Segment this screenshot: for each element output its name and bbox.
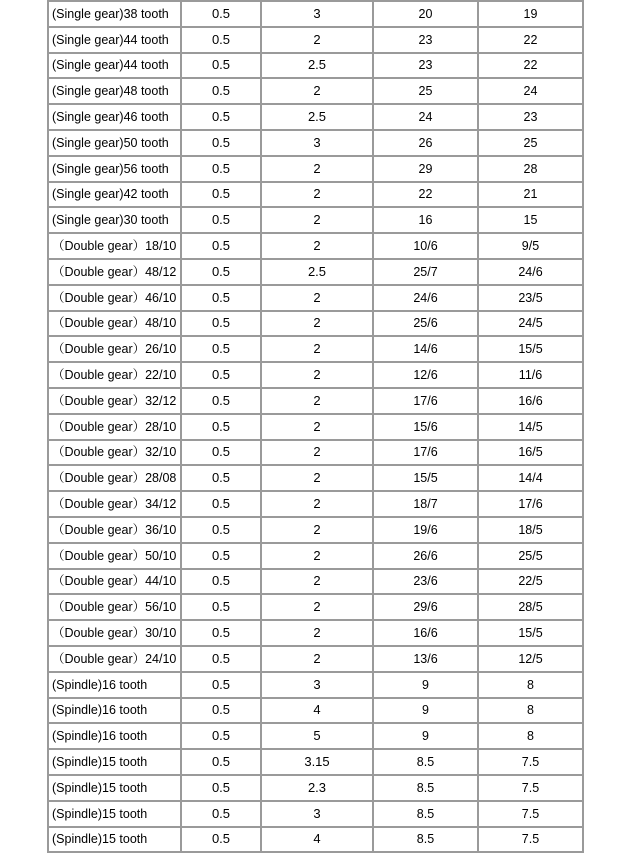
value-a-cell: 2 <box>261 465 373 491</box>
gear-type-cell: (Spindle)15 tooth <box>48 749 181 775</box>
modulus-cell: 0.5 <box>181 27 261 53</box>
modulus-cell: 0.5 <box>181 362 261 388</box>
modulus-cell: 0.5 <box>181 53 261 79</box>
value-b-cell: 20 <box>373 1 478 27</box>
value-b-cell: 19/6 <box>373 517 478 543</box>
value-c-cell: 21 <box>478 182 583 208</box>
modulus-cell: 0.5 <box>181 414 261 440</box>
modulus-cell: 0.5 <box>181 594 261 620</box>
value-a-cell: 2 <box>261 336 373 362</box>
value-b-cell: 18/7 <box>373 491 478 517</box>
gear-type-cell: （Double gear）28/10 <box>48 414 181 440</box>
modulus-cell: 0.5 <box>181 517 261 543</box>
value-a-cell: 5 <box>261 723 373 749</box>
value-c-cell: 9/5 <box>478 233 583 259</box>
gear-type-cell: (Spindle)16 tooth <box>48 698 181 724</box>
value-c-cell: 7.5 <box>478 749 583 775</box>
modulus-cell: 0.5 <box>181 620 261 646</box>
modulus-cell: 0.5 <box>181 491 261 517</box>
modulus-cell: 0.5 <box>181 182 261 208</box>
table-row <box>48 311 583 337</box>
gear-type-cell: (Single gear)48 tooth <box>48 78 181 104</box>
value-a-cell: 2 <box>261 594 373 620</box>
gear-type-cell: （Double gear）36/10 <box>48 517 181 543</box>
value-b-cell: 17/6 <box>373 388 478 414</box>
value-c-cell: 24/5 <box>478 311 583 337</box>
gear-type-cell: （Double gear）50/10 <box>48 543 181 569</box>
table-row <box>48 130 583 156</box>
value-b-cell: 26 <box>373 130 478 156</box>
modulus-cell: 0.5 <box>181 465 261 491</box>
value-c-cell: 8 <box>478 672 583 698</box>
value-a-cell: 2 <box>261 491 373 517</box>
gear-type-cell: （Double gear）30/10 <box>48 620 181 646</box>
value-b-cell: 26/6 <box>373 543 478 569</box>
gear-type-cell: (Single gear)38 tooth <box>48 1 181 27</box>
table-row <box>48 646 583 672</box>
table-row <box>48 569 583 595</box>
value-c-cell: 28/5 <box>478 594 583 620</box>
value-a-cell: 2 <box>261 646 373 672</box>
value-a-cell: 2.5 <box>261 259 373 285</box>
value-a-cell: 2 <box>261 543 373 569</box>
value-b-cell: 24 <box>373 104 478 130</box>
table-row <box>48 388 583 414</box>
table-row <box>48 620 583 646</box>
gear-type-cell: (Single gear)42 tooth <box>48 182 181 208</box>
table-row <box>48 414 583 440</box>
value-b-cell: 13/6 <box>373 646 478 672</box>
value-b-cell: 16/6 <box>373 620 478 646</box>
modulus-cell: 0.5 <box>181 723 261 749</box>
table-row <box>48 672 583 698</box>
value-c-cell: 22 <box>478 53 583 79</box>
value-c-cell: 23/5 <box>478 285 583 311</box>
value-b-cell: 23 <box>373 27 478 53</box>
modulus-cell: 0.5 <box>181 543 261 569</box>
value-c-cell: 24/6 <box>478 259 583 285</box>
gear-type-cell: (Spindle)15 tooth <box>48 827 181 853</box>
modulus-cell: 0.5 <box>181 801 261 827</box>
value-a-cell: 2 <box>261 285 373 311</box>
value-a-cell: 2 <box>261 182 373 208</box>
value-a-cell: 3 <box>261 672 373 698</box>
modulus-cell: 0.5 <box>181 698 261 724</box>
value-c-cell: 22 <box>478 27 583 53</box>
value-b-cell: 8.5 <box>373 749 478 775</box>
value-c-cell: 17/6 <box>478 491 583 517</box>
gear-type-cell: (Single gear)50 tooth <box>48 130 181 156</box>
modulus-cell: 0.5 <box>181 78 261 104</box>
value-a-cell: 2 <box>261 78 373 104</box>
modulus-cell: 0.5 <box>181 259 261 285</box>
value-a-cell: 2 <box>261 207 373 233</box>
value-c-cell: 16/5 <box>478 440 583 466</box>
value-a-cell: 2 <box>261 388 373 414</box>
table-row <box>48 182 583 208</box>
value-c-cell: 8 <box>478 723 583 749</box>
value-a-cell: 2 <box>261 620 373 646</box>
value-b-cell: 8.5 <box>373 801 478 827</box>
table-row <box>48 723 583 749</box>
gear-type-cell: （Double gear）48/12 <box>48 259 181 285</box>
value-b-cell: 14/6 <box>373 336 478 362</box>
modulus-cell: 0.5 <box>181 646 261 672</box>
gear-type-cell: (Single gear)46 tooth <box>48 104 181 130</box>
gear-type-cell: (Spindle)16 tooth <box>48 672 181 698</box>
table-row <box>48 27 583 53</box>
modulus-cell: 0.5 <box>181 104 261 130</box>
value-a-cell: 3 <box>261 130 373 156</box>
table-row <box>48 465 583 491</box>
value-a-cell: 3 <box>261 801 373 827</box>
value-a-cell: 2.3 <box>261 775 373 801</box>
value-b-cell: 10/6 <box>373 233 478 259</box>
gear-type-cell: （Double gear）48/10 <box>48 311 181 337</box>
table-row <box>48 336 583 362</box>
table-row <box>48 543 583 569</box>
value-c-cell: 18/5 <box>478 517 583 543</box>
gear-type-cell: (Single gear)56 tooth <box>48 156 181 182</box>
gear-type-cell: （Double gear）18/10 <box>48 233 181 259</box>
value-b-cell: 17/6 <box>373 440 478 466</box>
table-row <box>48 698 583 724</box>
modulus-cell: 0.5 <box>181 233 261 259</box>
table-row <box>48 78 583 104</box>
value-c-cell: 23 <box>478 104 583 130</box>
value-b-cell: 9 <box>373 698 478 724</box>
modulus-cell: 0.5 <box>181 440 261 466</box>
value-b-cell: 25/6 <box>373 311 478 337</box>
value-c-cell: 7.5 <box>478 827 583 853</box>
value-b-cell: 16 <box>373 207 478 233</box>
table-row <box>48 53 583 79</box>
value-b-cell: 22 <box>373 182 478 208</box>
value-c-cell: 14/4 <box>478 465 583 491</box>
value-c-cell: 15/5 <box>478 336 583 362</box>
value-c-cell: 24 <box>478 78 583 104</box>
value-c-cell: 25/5 <box>478 543 583 569</box>
value-b-cell: 15/6 <box>373 414 478 440</box>
modulus-cell: 0.5 <box>181 388 261 414</box>
gear-type-cell: (Spindle)16 tooth <box>48 723 181 749</box>
value-c-cell: 11/6 <box>478 362 583 388</box>
gear-type-cell: （Double gear）46/10 <box>48 285 181 311</box>
value-a-cell: 2 <box>261 517 373 543</box>
table-row <box>48 362 583 388</box>
gear-type-cell: （Double gear）24/10 <box>48 646 181 672</box>
table-row <box>48 594 583 620</box>
value-b-cell: 8.5 <box>373 775 478 801</box>
value-c-cell: 7.5 <box>478 775 583 801</box>
modulus-cell: 0.5 <box>181 285 261 311</box>
table-row <box>48 801 583 827</box>
table-row <box>48 156 583 182</box>
value-b-cell: 24/6 <box>373 285 478 311</box>
value-a-cell: 2 <box>261 362 373 388</box>
value-c-cell: 28 <box>478 156 583 182</box>
gear-type-cell: （Double gear）32/12 <box>48 388 181 414</box>
value-a-cell: 2.5 <box>261 53 373 79</box>
value-b-cell: 9 <box>373 723 478 749</box>
modulus-cell: 0.5 <box>181 311 261 337</box>
value-b-cell: 29/6 <box>373 594 478 620</box>
modulus-cell: 0.5 <box>181 775 261 801</box>
modulus-cell: 0.5 <box>181 207 261 233</box>
value-a-cell: 2 <box>261 569 373 595</box>
table-row <box>48 233 583 259</box>
gear-type-cell: （Double gear）32/10 <box>48 440 181 466</box>
table-row <box>48 1 583 27</box>
value-c-cell: 16/6 <box>478 388 583 414</box>
value-c-cell: 22/5 <box>478 569 583 595</box>
value-b-cell: 23/6 <box>373 569 478 595</box>
modulus-cell: 0.5 <box>181 827 261 853</box>
value-b-cell: 8.5 <box>373 827 478 853</box>
table-row <box>48 207 583 233</box>
value-a-cell: 2 <box>261 414 373 440</box>
gear-type-cell: （Double gear）26/10 <box>48 336 181 362</box>
value-c-cell: 25 <box>478 130 583 156</box>
value-c-cell: 15/5 <box>478 620 583 646</box>
value-a-cell: 2 <box>261 27 373 53</box>
modulus-cell: 0.5 <box>181 1 261 27</box>
gear-type-cell: (Spindle)15 tooth <box>48 775 181 801</box>
gear-table-body <box>48 1 583 852</box>
modulus-cell: 0.5 <box>181 130 261 156</box>
gear-type-cell: （Double gear）44/10 <box>48 569 181 595</box>
modulus-cell: 0.5 <box>181 336 261 362</box>
value-b-cell: 9 <box>373 672 478 698</box>
value-b-cell: 29 <box>373 156 478 182</box>
table-row <box>48 440 583 466</box>
table-row <box>48 104 583 130</box>
value-a-cell: 2.5 <box>261 104 373 130</box>
modulus-cell: 0.5 <box>181 156 261 182</box>
table-row <box>48 285 583 311</box>
table-row <box>48 775 583 801</box>
table-row <box>48 491 583 517</box>
gear-type-cell: （Double gear）56/10 <box>48 594 181 620</box>
value-b-cell: 15/5 <box>373 465 478 491</box>
modulus-cell: 0.5 <box>181 749 261 775</box>
value-a-cell: 2 <box>261 440 373 466</box>
value-c-cell: 7.5 <box>478 801 583 827</box>
table-row <box>48 749 583 775</box>
value-a-cell: 3 <box>261 1 373 27</box>
table-row <box>48 259 583 285</box>
value-c-cell: 19 <box>478 1 583 27</box>
value-b-cell: 23 <box>373 53 478 79</box>
value-c-cell: 12/5 <box>478 646 583 672</box>
gear-specification-table <box>47 0 584 853</box>
gear-type-cell: （Double gear）28/08 <box>48 465 181 491</box>
value-a-cell: 2 <box>261 233 373 259</box>
value-a-cell: 3.15 <box>261 749 373 775</box>
gear-type-cell: (Spindle)15 tooth <box>48 801 181 827</box>
value-b-cell: 25 <box>373 78 478 104</box>
modulus-cell: 0.5 <box>181 569 261 595</box>
gear-type-cell: （Double gear）22/10 <box>48 362 181 388</box>
gear-type-cell: (Single gear)44 tooth <box>48 27 181 53</box>
value-a-cell: 4 <box>261 698 373 724</box>
value-a-cell: 2 <box>261 311 373 337</box>
value-a-cell: 4 <box>261 827 373 853</box>
table-row <box>48 827 583 853</box>
gear-type-cell: (Single gear)30 tooth <box>48 207 181 233</box>
value-b-cell: 12/6 <box>373 362 478 388</box>
value-c-cell: 15 <box>478 207 583 233</box>
gear-type-cell: （Double gear）34/12 <box>48 491 181 517</box>
gear-type-cell: (Single gear)44 tooth <box>48 53 181 79</box>
table-row <box>48 517 583 543</box>
value-b-cell: 25/7 <box>373 259 478 285</box>
value-c-cell: 14/5 <box>478 414 583 440</box>
value-a-cell: 2 <box>261 156 373 182</box>
value-c-cell: 8 <box>478 698 583 724</box>
modulus-cell: 0.5 <box>181 672 261 698</box>
